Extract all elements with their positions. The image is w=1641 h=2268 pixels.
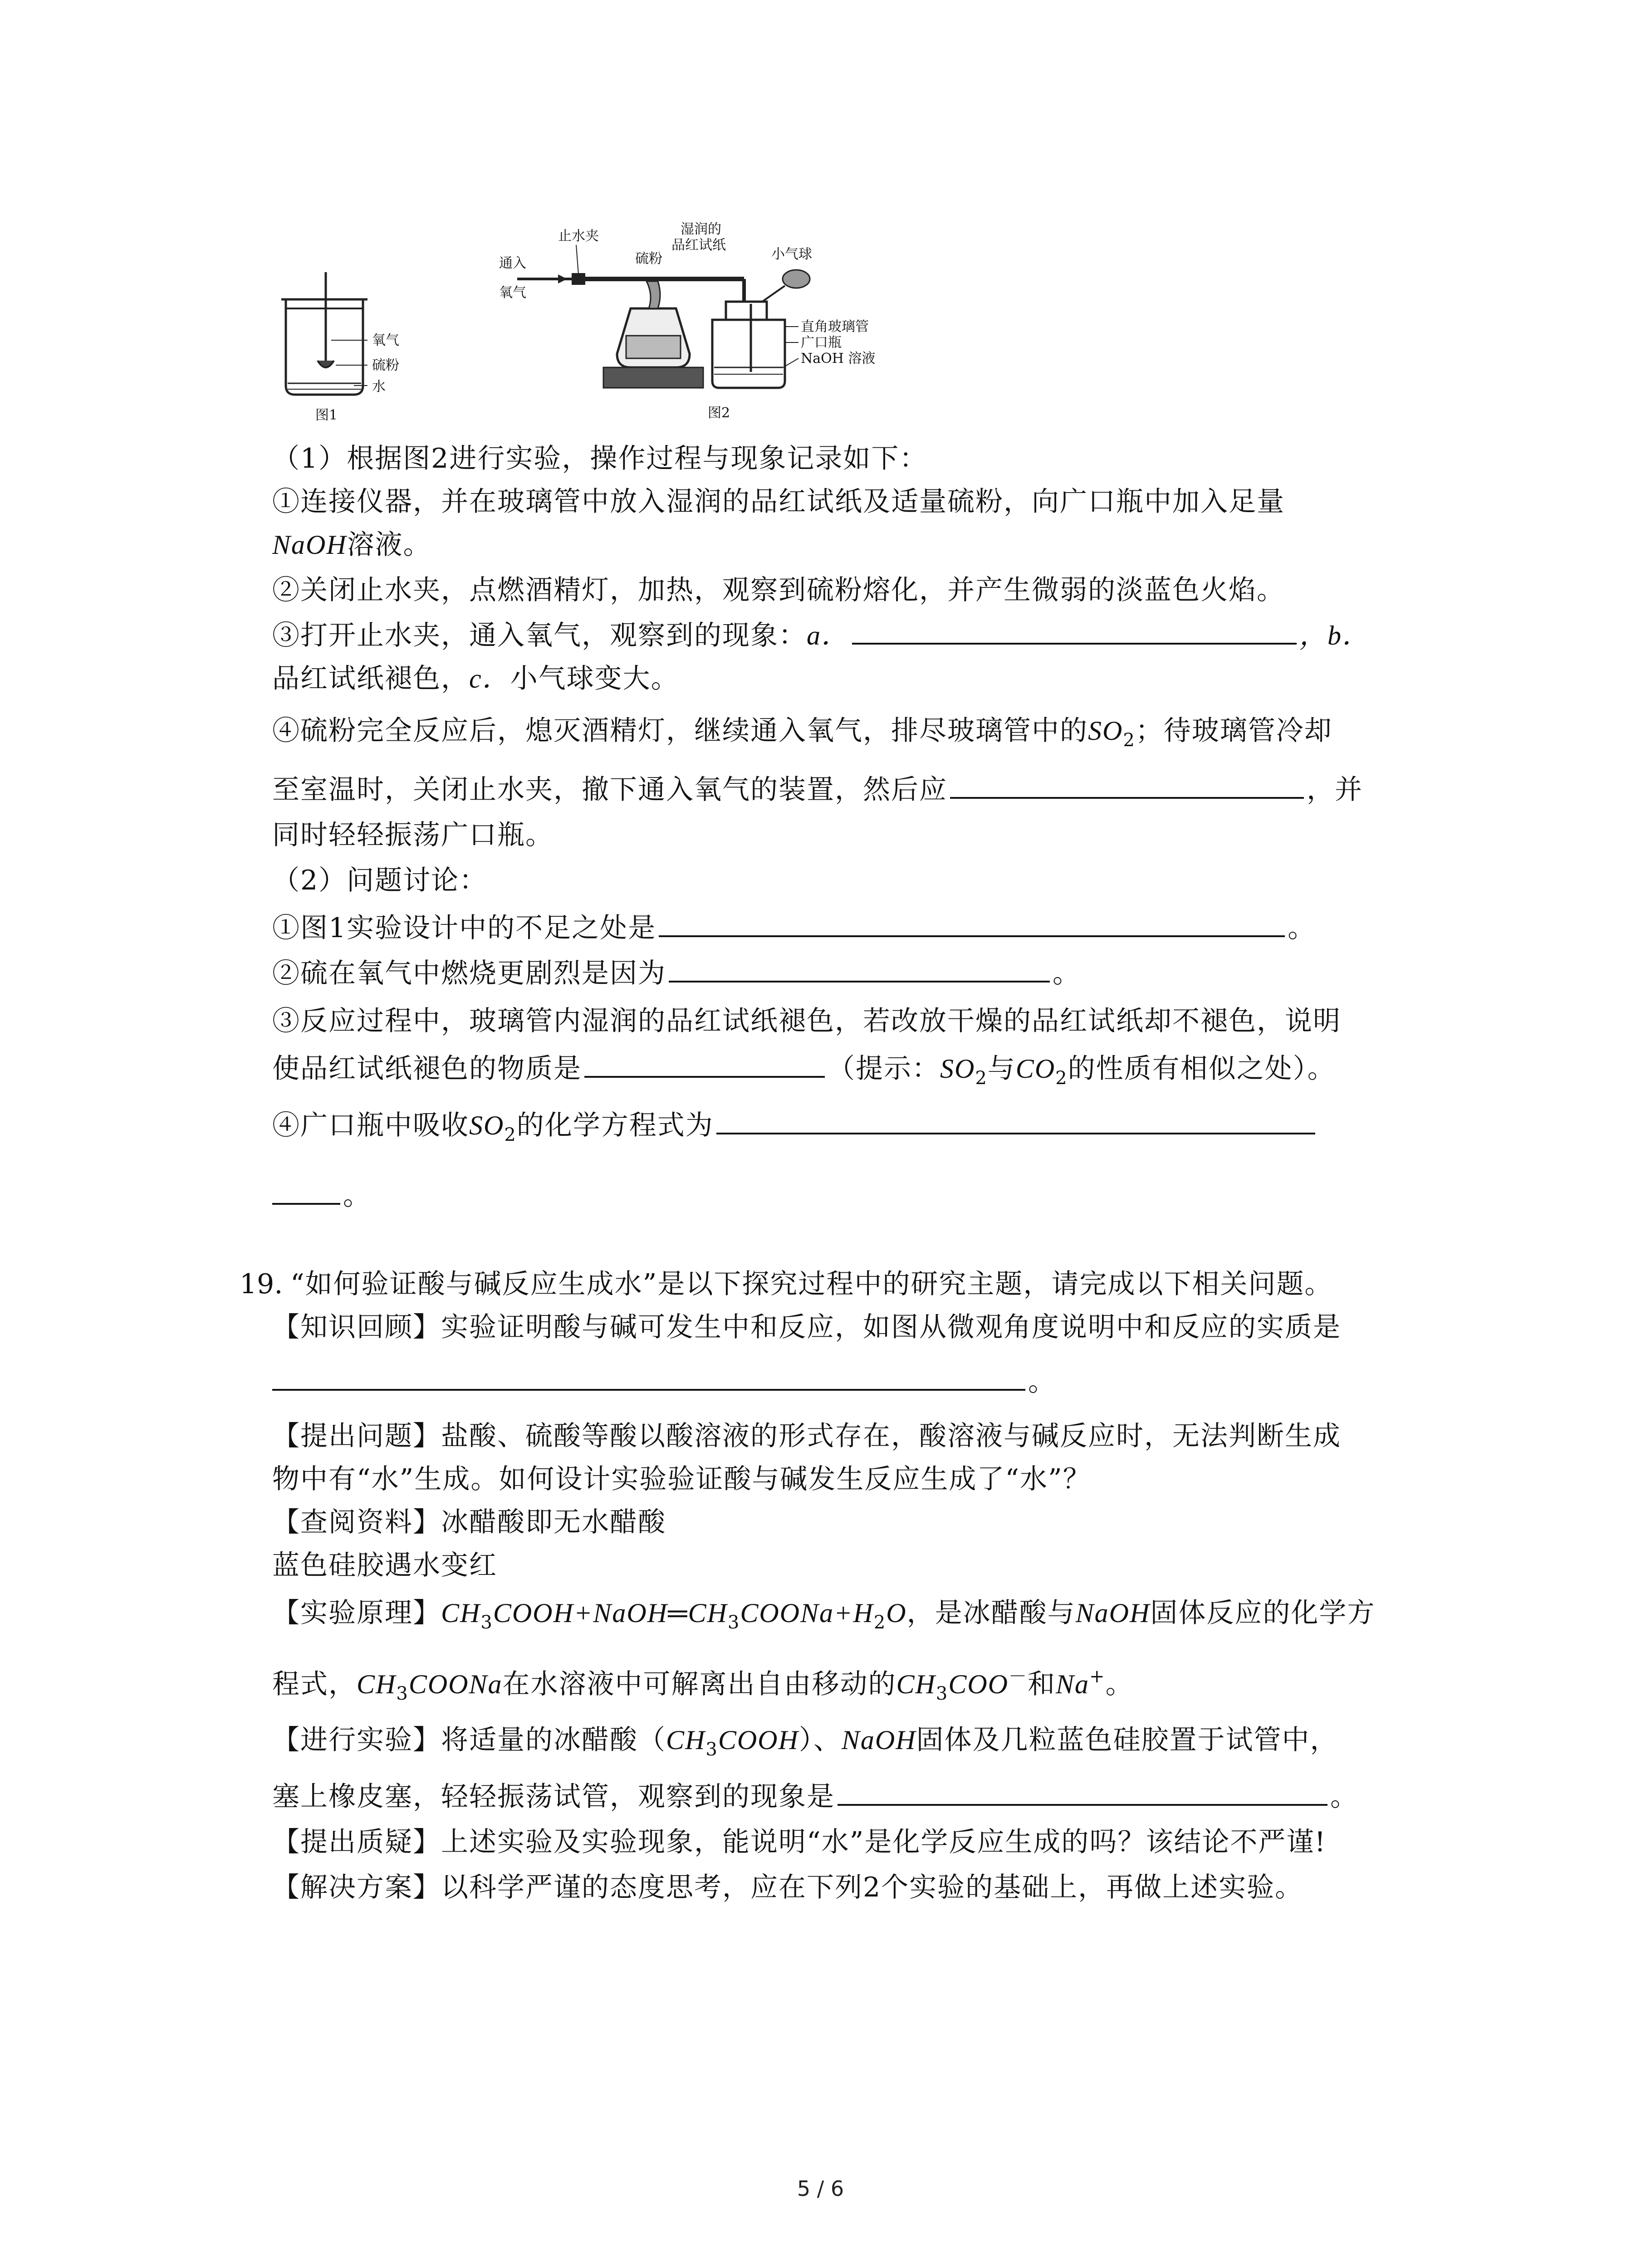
- q18-discussion-2: ②硫在氧气中燃烧更剧烈是因为 。: [272, 958, 1081, 989]
- q18-step1-line2: NaOH溶液。: [272, 529, 431, 561]
- figure-1-drawing: [272, 272, 422, 426]
- page-number: 5 / 6: [797, 2176, 844, 2201]
- q19-number: 19.: [240, 1268, 283, 1300]
- q19-principle-line2: 程式，$CH_3COONa$在水溶液中可解离出自由移动的$CH_3COO^-$和Na+。: [272, 1666, 1134, 1704]
- figure-2-drawing: [490, 218, 876, 426]
- q18-part2-title: （2）问题讨论：: [272, 865, 488, 896]
- fig2-bottle-label: 广口瓶: [801, 335, 842, 351]
- answer-blank-experiment[interactable]: [838, 1780, 1327, 1806]
- figure-1: [272, 272, 422, 426]
- q19-reference-line1: 【查阅资料】冰醋酸即无水醋酸: [272, 1506, 666, 1538]
- q18-step4-line1: ④硫粉完全反应后，熄灭酒精灯，继续通入氧气，排尽玻璃管中的$SO_2$；待玻璃管冷却: [272, 715, 1332, 751]
- fig2-naoh-label: NaOH 溶液: [801, 351, 876, 367]
- answer-blank-d4-line2[interactable]: [272, 1179, 340, 1205]
- fig1-water-label: 水: [372, 379, 386, 395]
- fig2-balloon-label: 小气球: [771, 246, 812, 262]
- q19-solution: 【解决方案】以科学严谨的态度思考，应在下列2个实验的基础上，再做上述实验。: [272, 1872, 1303, 1903]
- q18-step4-line2: 至室温时，关闭止水夹，撤下通入氧气的装置，然后应 ，并: [272, 774, 1363, 806]
- q18-step1-line1: ①连接仪器，并在玻璃管中放入湿润的品红试纸及适量硫粉，向广口瓶中加入足量: [272, 486, 1285, 518]
- q18-step4-line3: 同时轻轻振荡广口瓶。: [272, 819, 554, 851]
- fig2-inlet-label: 通入: [499, 255, 526, 271]
- q18-discussion-3-line1: ③反应过程中，玻璃管内湿润的品红试纸褪色，若改放干燥的品红试纸却不褪色，说明: [272, 1005, 1341, 1037]
- answer-blank-d4-line1[interactable]: [716, 1109, 1315, 1134]
- fig2-clamp-label: 止水夹: [558, 228, 599, 244]
- fig2-wet-label: 湿润的: [681, 221, 721, 237]
- fig1-caption: 图1: [315, 407, 338, 423]
- q19-experiment-line1: 【进行实验】将适量的冰醋酸$(CH_3COOH)$、NaOH固体及几粒蓝色硅胶置于试管中，: [272, 1724, 1338, 1760]
- q18-discussion-4: ④广口瓶中吸收$SO_2$的化学方程式为: [272, 1109, 1318, 1151]
- q18-step2: ②关闭止水夹，点燃酒精灯，加热，观察到硫粉熔化，并产生微弱的淡蓝色火焰。: [272, 574, 1285, 606]
- answer-blank-step4[interactable]: [950, 773, 1304, 799]
- q19-reference-line2: 蓝色硅胶遇水变红: [272, 1549, 497, 1581]
- fig2-sulfur-label: 硫粉: [635, 251, 662, 267]
- q18-step3-line1: ③打开止水夹，通入氧气，观察到的现象：a． ，b．: [272, 620, 1370, 651]
- fig1-sulfur-label: 硫粉: [372, 357, 399, 373]
- answer-blank-d3[interactable]: [584, 1052, 825, 1078]
- figure-2: [490, 218, 876, 426]
- q19-question-line1: 【提出问题】盐酸、硫酸等酸以酸溶液的形式存在，酸溶液与碱反应时，无法判断生成: [272, 1420, 1341, 1452]
- q19-principle-line1: 【实验原理】$CH_3COOH+NaOH═CH_3COONa+H_2O$，是冰醋酸与NaOH固体反应的化学方: [272, 1597, 1376, 1633]
- answer-blank-3a[interactable]: [852, 619, 1297, 645]
- fig2-caption: 图2: [708, 405, 730, 421]
- q19-review-blank: 。: [272, 1365, 1056, 1398]
- q19-question-line2: 物中有“水”生成。如何设计实验验证酸与碱发生反应生成了“水”？: [272, 1463, 1091, 1495]
- answer-blank-d2[interactable]: [669, 957, 1050, 982]
- q18-discussion-1: ①图1实验设计中的不足之处是 。: [272, 912, 1316, 944]
- q18-step3-line2: 品红试纸褪色，c．小气球变大。: [272, 663, 679, 694]
- fig2-tube-label: 直角玻璃管: [801, 319, 869, 335]
- q19-title: “如何验证酸与碱反应生成水”是以下探究过程中的研究主题，请完成以下相关问题。: [290, 1268, 1333, 1300]
- answer-blank-d1[interactable]: [659, 912, 1285, 937]
- fig2-wet2-label: 品红试纸: [671, 237, 726, 253]
- q19-experiment-line2: 塞上橡皮塞，轻轻振荡试管，观察到的现象是 。: [272, 1781, 1358, 1813]
- q18-part1-title: （1）根据图2进行实验，操作过程与现象记录如下：: [272, 443, 928, 474]
- q18-discussion-3-line2: 使品红试纸褪色的物质是 （提示：$SO_2$与$CO_2$的性质有相似之处）。: [272, 1053, 1336, 1089]
- q19-review: 【知识回顾】实验证明酸与碱可发生中和反应，如图从微观角度说明中和反应的实质是: [272, 1311, 1341, 1343]
- fig1-oxygen-label: 氧气: [372, 332, 399, 348]
- answer-blank-review[interactable]: [272, 1365, 1025, 1391]
- fig2-inlet2-label: 氧气: [499, 285, 526, 301]
- q18-discussion-4-cont: 。: [272, 1179, 371, 1212]
- q19-doubt: 【提出质疑】上述实验及实验现象，能说明“水”是化学反应生成的吗？该结论不严谨!: [272, 1826, 1327, 1858]
